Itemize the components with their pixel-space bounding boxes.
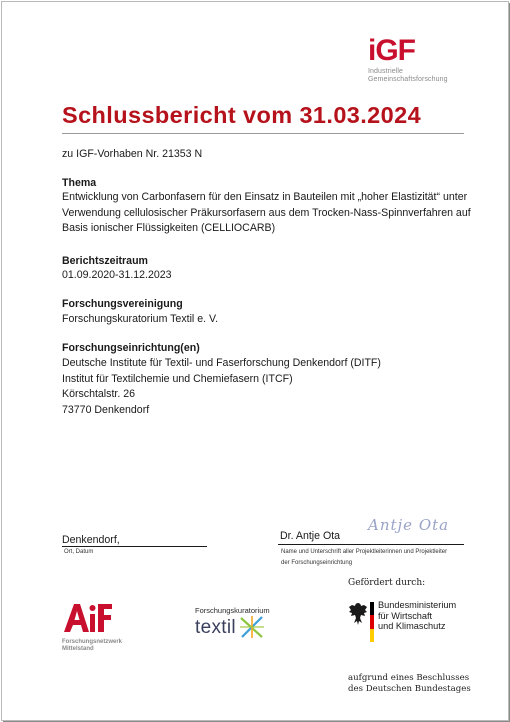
signer-name: Dr. Antje Ota	[280, 530, 341, 542]
thema-heading: Thema	[62, 177, 97, 189]
aif-logo-text	[62, 639, 122, 653]
bmwk-line-2: für Wirtschaft	[378, 610, 433, 621]
report-title: Schlussbericht vom 31.03.2024	[62, 102, 422, 128]
igf-logo-mark	[368, 36, 448, 66]
bmwk-line-3: und Klimaschutz	[378, 621, 446, 631]
address-line: 73770 Denkendorf	[62, 403, 150, 416]
forschungsvereinigung-heading: Forschungsvereinigung	[62, 298, 183, 310]
flag-gold	[370, 629, 374, 642]
thema-text	[62, 190, 471, 237]
gefoerdert-label: Gefördert durch:	[348, 578, 426, 588]
project-reference: zu IGF-Vorhaben Nr. 21353 N	[62, 148, 203, 160]
beschluss-line-1: aufgrund eines Beschlusses	[348, 673, 470, 683]
forschungseinrichtung-address	[62, 356, 381, 418]
eagle-icon	[348, 602, 368, 626]
title-divider	[62, 133, 464, 134]
igf-subtitle-line-2: Gemeinschaftsforschung	[368, 76, 448, 83]
thema-line: Basis ionischer Flüssigkeiten (CELLIOCARB)	[62, 222, 276, 234]
bmwk-line-1: Bundesministerium	[378, 600, 457, 610]
signature-place: Denkendorf,	[62, 534, 120, 546]
handwritten-signature	[368, 516, 449, 534]
german-flag-bar	[370, 602, 374, 642]
aif-line-1: Forschungsnetzwerk	[62, 639, 123, 645]
place-date-caption: Ort, Datum	[64, 549, 94, 555]
fk-logo-main-text: textil	[195, 617, 236, 638]
berichtszeitraum-heading: Berichtszeitraum	[62, 255, 148, 267]
flag-red	[370, 615, 374, 628]
address-line: Institut für Textilchemie und Chemiefasern (ITCF)	[62, 372, 293, 385]
igf-logo-subtitle	[368, 68, 448, 84]
signature-line	[278, 544, 464, 545]
signer-caption-line-2: der Forschungseinrichtung	[281, 560, 353, 566]
igf-logo-i: i	[368, 34, 376, 67]
aif-line-2: Mittelstand	[62, 646, 94, 652]
forschungseinrichtung-heading: Forschungseinrichtung(en)	[62, 342, 200, 354]
signer-caption-line-1: Name und Unterschrift aller Projektleiterinnen und Projektleiter	[281, 549, 448, 555]
aif-logo	[62, 600, 122, 653]
handwritten-signature-text: Antje Ota	[368, 516, 450, 534]
report-page	[1, 1, 509, 721]
forschungskuratorium-textil-logo	[195, 606, 270, 639]
flag-black	[370, 602, 374, 615]
bmwk-logo-text	[378, 600, 456, 632]
igf-logo-gf: GF	[375, 34, 416, 67]
igf-logo	[368, 36, 448, 84]
fk-logo-top-text: Forschungskuratorium	[195, 606, 270, 615]
thema-line: Verwendung cellulosischer Präkursorfasern aus dem Trocken-Nass-Spinnverfahren auf	[62, 206, 471, 219]
bundestag-resolution-note	[348, 673, 471, 695]
forschungsvereinigung-value: Forschungskuratorium Textil e. V.	[62, 313, 219, 325]
igf-subtitle-line-1: Industrielle	[368, 68, 404, 75]
beschluss-line-2: des Deutschen Bundestages	[348, 684, 471, 694]
address-line: Körschtalstr. 26	[62, 388, 136, 400]
berichtszeitraum-value: 01.09.2020-31.12.2023	[62, 269, 172, 281]
thema-line: Entwicklung von Carbonfasern für den Einsatz in Bauteilen mit „hoher Elastizität“ unter	[62, 191, 468, 203]
address-line: Deutsche Institute für Textil- und Faserforschung Denkendorf (DITF)	[62, 357, 381, 369]
signer-caption	[281, 547, 447, 569]
aif-logo-mark	[62, 600, 114, 634]
fk-logo-x-mark	[238, 615, 266, 639]
